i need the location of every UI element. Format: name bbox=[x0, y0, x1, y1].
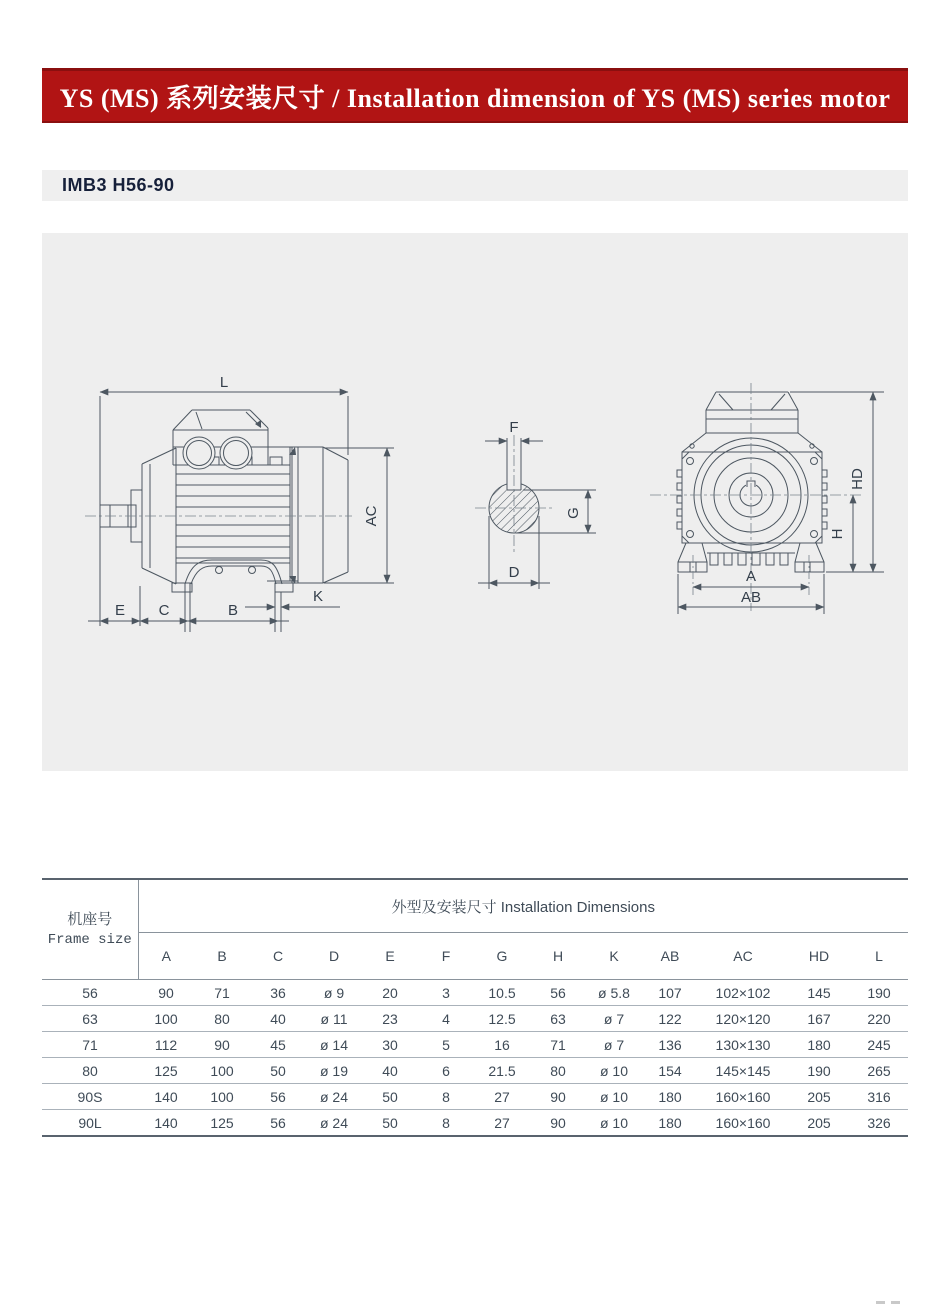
frame-size-cell: 56 bbox=[42, 980, 138, 1006]
footer-fragment bbox=[876, 1301, 885, 1304]
dimension-cell: ø 9 bbox=[306, 980, 362, 1006]
dim-label-b: B bbox=[227, 602, 239, 619]
column-header-b: B bbox=[217, 948, 227, 964]
dim-label-a: A bbox=[745, 568, 757, 585]
table-body bbox=[42, 980, 908, 1137]
dimension-cell: ø 7 bbox=[586, 1006, 642, 1032]
dimension-cell: 316 bbox=[850, 1084, 908, 1110]
dimension-cell: ø 24 bbox=[306, 1110, 362, 1137]
dimension-cell: 50 bbox=[362, 1084, 418, 1110]
dim-label-g: G bbox=[565, 507, 582, 519]
column-header-g: G bbox=[496, 948, 508, 964]
dimension-cell: 100 bbox=[194, 1084, 250, 1110]
table-row bbox=[42, 1006, 908, 1032]
page-title: YS (MS) 系列安装尺寸 / Installation dimension of YS (MS) series motor bbox=[59, 83, 891, 113]
dimension-cell: 36 bbox=[250, 980, 306, 1006]
dimension-cell: ø 10 bbox=[586, 1058, 642, 1084]
dimension-cell: 27 bbox=[474, 1084, 530, 1110]
fan-cover bbox=[289, 447, 348, 584]
dimension-cell: 160×160 bbox=[698, 1110, 788, 1137]
frame-size-cell: 71 bbox=[42, 1032, 138, 1058]
dimension-cell: 154 bbox=[642, 1058, 698, 1084]
dimension-cell: 4 bbox=[418, 1006, 474, 1032]
table-row bbox=[42, 1058, 908, 1084]
dimension-cell: 326 bbox=[850, 1110, 908, 1137]
dimension-cell: 56 bbox=[530, 980, 586, 1006]
dimension-cell: 20 bbox=[362, 980, 418, 1006]
dimension-cell: ø 10 bbox=[586, 1084, 642, 1110]
dimension-cell: 56 bbox=[250, 1084, 306, 1110]
dimension-cell: 265 bbox=[850, 1058, 908, 1084]
column-header-k: K bbox=[609, 948, 619, 964]
dimension-cell: 220 bbox=[850, 1006, 908, 1032]
dimension-cell: 80 bbox=[194, 1006, 250, 1032]
column-header-hd: HD bbox=[808, 948, 830, 964]
dimension-cell: 167 bbox=[788, 1006, 850, 1032]
dimension-cell: 6 bbox=[418, 1058, 474, 1084]
page-title-banner bbox=[42, 68, 908, 123]
table-row bbox=[42, 1110, 908, 1137]
column-header-row bbox=[42, 933, 908, 980]
dimension-cell: 71 bbox=[194, 980, 250, 1006]
dimension-cell: 145 bbox=[788, 980, 850, 1006]
column-header-a: A bbox=[161, 948, 171, 964]
column-header-l: L bbox=[875, 948, 883, 964]
dim-label-h: H bbox=[829, 528, 846, 540]
dimension-cell: 190 bbox=[788, 1058, 850, 1084]
column-header-ab: AB bbox=[660, 948, 680, 964]
front-terminal-box bbox=[682, 392, 822, 452]
column-header-d: D bbox=[328, 948, 340, 964]
dimension-cell: 136 bbox=[642, 1032, 698, 1058]
dimension-cell: 102×102 bbox=[698, 980, 788, 1006]
dimension-cell: 45 bbox=[250, 1032, 306, 1058]
dimension-cell: 50 bbox=[362, 1110, 418, 1137]
dimension-cell: 140 bbox=[138, 1084, 194, 1110]
frame-size-cell: 80 bbox=[42, 1058, 138, 1084]
front-body bbox=[677, 452, 827, 543]
front-view-dimensions bbox=[678, 392, 884, 614]
dimension-cell: 245 bbox=[850, 1032, 908, 1058]
dim-label-ac: AC bbox=[363, 505, 380, 527]
table-row bbox=[42, 1084, 908, 1110]
dimension-cell: ø 5.8 bbox=[586, 980, 642, 1006]
dimension-cell: 90 bbox=[138, 980, 194, 1006]
column-header-e: E bbox=[385, 948, 395, 964]
dimension-cell: 145×145 bbox=[698, 1058, 788, 1084]
footer-fragment bbox=[891, 1301, 900, 1304]
section-strip bbox=[42, 170, 908, 201]
dimension-cell: ø 14 bbox=[306, 1032, 362, 1058]
installation-dimensions-group-header: 外型及安装尺寸 Installation Dimensions bbox=[138, 879, 908, 933]
section-label: IMB3 H56-90 bbox=[62, 175, 175, 195]
frame-size-header-en: Frame size bbox=[47, 931, 132, 948]
dimension-cell: 50 bbox=[250, 1058, 306, 1084]
column-header-c: C bbox=[272, 948, 284, 964]
dimension-cell: ø 19 bbox=[306, 1058, 362, 1084]
side-view bbox=[85, 374, 394, 632]
dimension-cell: 125 bbox=[194, 1110, 250, 1137]
dim-label-l: L bbox=[219, 374, 229, 391]
dimension-cell: 16 bbox=[474, 1032, 530, 1058]
dimension-cell: 12.5 bbox=[474, 1006, 530, 1032]
dimension-cell: 80 bbox=[530, 1058, 586, 1084]
dimension-cell: ø 24 bbox=[306, 1084, 362, 1110]
dimension-cell: 8 bbox=[418, 1084, 474, 1110]
dimension-cell: 56 bbox=[250, 1110, 306, 1137]
dimension-cell: 160×160 bbox=[698, 1084, 788, 1110]
table-row bbox=[42, 1032, 908, 1058]
dimension-cell: 71 bbox=[530, 1032, 586, 1058]
front-view bbox=[650, 383, 884, 614]
dimension-cell: 205 bbox=[788, 1110, 850, 1137]
dimension-cell: 125 bbox=[138, 1058, 194, 1084]
installation-drawing bbox=[42, 233, 908, 771]
frame-size-cell: 63 bbox=[42, 1006, 138, 1032]
dimension-cell: 5 bbox=[418, 1032, 474, 1058]
dimension-cell: 100 bbox=[194, 1058, 250, 1084]
dimension-cell: 120×120 bbox=[698, 1006, 788, 1032]
frame-size-header bbox=[42, 879, 138, 980]
dimension-cell: 180 bbox=[642, 1084, 698, 1110]
dimension-cell: 90 bbox=[530, 1084, 586, 1110]
dimension-cell: 122 bbox=[642, 1006, 698, 1032]
dimension-cell: 21.5 bbox=[474, 1058, 530, 1084]
dimension-cell: 40 bbox=[250, 1006, 306, 1032]
dim-label-d: D bbox=[508, 564, 520, 581]
frame-size-cell: 90L bbox=[42, 1110, 138, 1137]
dimension-cell: 190 bbox=[850, 980, 908, 1006]
dimension-cell: 10.5 bbox=[474, 980, 530, 1006]
dimension-cell: ø 11 bbox=[306, 1006, 362, 1032]
dimension-cell: 27 bbox=[474, 1110, 530, 1137]
dim-label-hd: HD bbox=[849, 468, 866, 490]
dimension-cell: ø 7 bbox=[586, 1032, 642, 1058]
dim-label-ab: AB bbox=[740, 589, 762, 606]
dimension-cell: ø 10 bbox=[586, 1110, 642, 1137]
dim-label-c: C bbox=[158, 602, 170, 619]
shaft-section-view bbox=[475, 419, 596, 589]
dimension-cell: 140 bbox=[138, 1110, 194, 1137]
dimension-cell: 3 bbox=[418, 980, 474, 1006]
drawing-panel bbox=[42, 233, 908, 771]
column-header-f: F bbox=[441, 948, 451, 964]
dimension-cell: 63 bbox=[530, 1006, 586, 1032]
dim-label-f: F bbox=[509, 419, 519, 436]
dimension-cell: 180 bbox=[788, 1032, 850, 1058]
table-row bbox=[42, 980, 908, 1006]
dimension-cell: 205 bbox=[788, 1084, 850, 1110]
cable-gland bbox=[183, 437, 215, 469]
terminal-box bbox=[173, 410, 268, 469]
installation-dimensions-table bbox=[42, 878, 908, 1137]
cable-gland bbox=[220, 437, 252, 469]
dimension-cell: 130×130 bbox=[698, 1032, 788, 1058]
dim-label-k: K bbox=[312, 588, 324, 605]
column-header-h: H bbox=[552, 948, 564, 964]
dim-label-e: E bbox=[114, 602, 126, 619]
dimension-cell: 180 bbox=[642, 1110, 698, 1137]
dimension-cell: 30 bbox=[362, 1032, 418, 1058]
frame-size-header-zh: 机座号 bbox=[67, 910, 113, 928]
column-header-ac: AC bbox=[733, 948, 753, 964]
dimension-cell: 107 bbox=[642, 980, 698, 1006]
dimension-cell: 90 bbox=[194, 1032, 250, 1058]
dimension-cell: 40 bbox=[362, 1058, 418, 1084]
dimension-cell: 8 bbox=[418, 1110, 474, 1137]
dimension-cell: 23 bbox=[362, 1006, 418, 1032]
dimension-cell: 90 bbox=[530, 1110, 586, 1137]
frame-size-cell: 90S bbox=[42, 1084, 138, 1110]
dimension-cell: 100 bbox=[138, 1006, 194, 1032]
dimension-cell: 112 bbox=[138, 1032, 194, 1058]
